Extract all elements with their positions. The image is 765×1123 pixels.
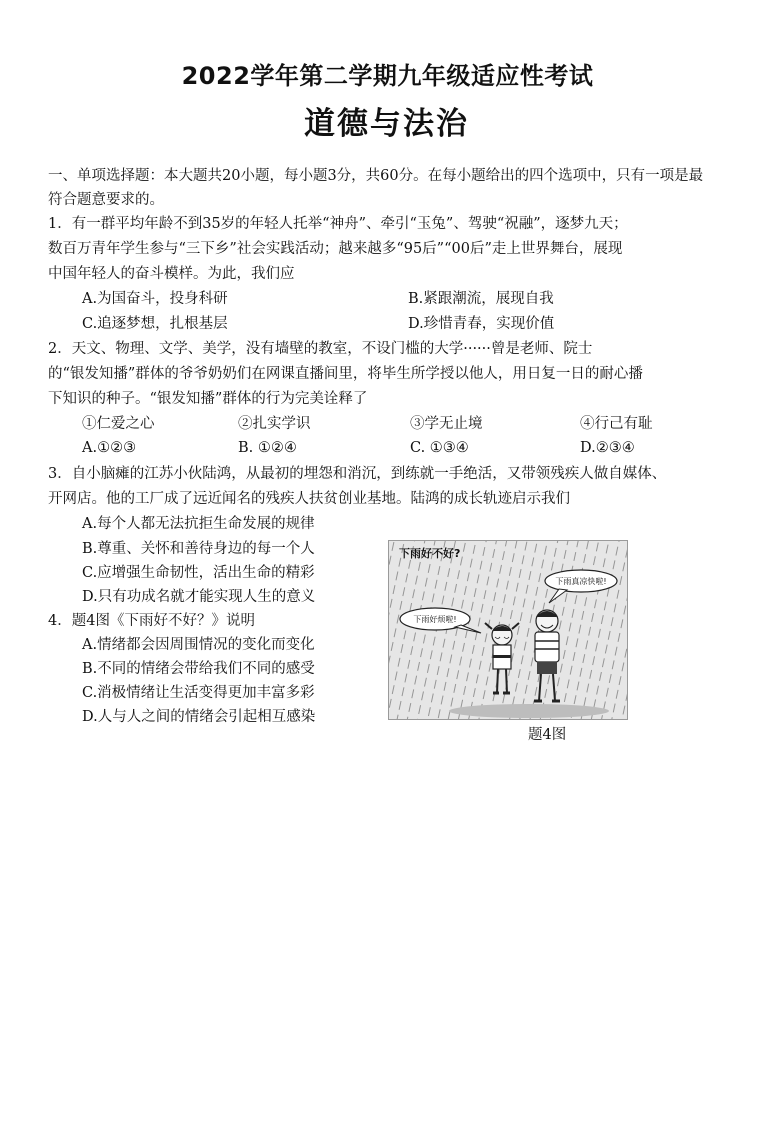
question-2-statement-1: ①仁爱之心 xyxy=(82,416,155,432)
question-1-line-1: 1．有一群平均年龄不到35岁的年轻人托举“神舟”、牵引“玉兔”、驾驶“祝融”，逐梦九天； xyxy=(48,216,628,232)
question-3-option-b: B.尊重、关怀和善待身边的每一个人 xyxy=(82,541,315,557)
subject-title: 道德与法治 xyxy=(304,106,469,142)
question-3-option-a: A.每个人都无法抗拒生命发展的规律 xyxy=(82,516,315,532)
question-2-line-1: 2．天文、物理、文学、美学，没有墙壁的教室，不设门槛的大学······曾是老师、院士 xyxy=(48,341,593,357)
question-2-line-2: 的“银发知播”群体的爷爷奶奶们在网课直播间里，将毕生所学授以他人，用日复一日的耐心播 xyxy=(48,366,643,382)
question-1-option-d: D.珍惜青春，实现价值 xyxy=(408,316,555,332)
ground-shadow xyxy=(449,704,609,718)
speech-text-girl: 下雨好烦啦! xyxy=(413,615,457,624)
cartoon-drawing xyxy=(389,541,627,719)
question-4-option-b: B.不同的情绪会带给我们不同的感受 xyxy=(82,661,315,677)
question-2-statement-3: ③学无止境 xyxy=(410,416,483,432)
question-2-option-b: B. ①②④ xyxy=(238,440,297,456)
question-3-option-c: C.应增强生命韧性，活出生命的精彩 xyxy=(82,565,315,581)
section-instructions-line-1: 一、单项选择题：本大题共20小题，每小题3分，共60分。在每小题给出的四个选项中，只有一项是最 xyxy=(48,168,704,184)
question-1-option-a: A.为国奋斗，投身科研 xyxy=(82,291,228,307)
question-4-option-a: A.情绪都会因周围情况的变化而变化 xyxy=(82,637,315,653)
question-1-option-b: B.紧跟潮流，展现自我 xyxy=(408,291,554,307)
cartoon-title: 下雨好不好? xyxy=(399,547,461,560)
question-3-line-1: 3．自小脑瘫的江苏小伙陆鸿，从最初的埋怨和消沉，到练就一手绝活，又带领残疾人做自媒体、 xyxy=(48,466,667,482)
exam-title: 2022学年第二学期九年级适应性考试 xyxy=(181,62,594,90)
question-4-option-d: D.人与人之间的情绪会引起相互感染 xyxy=(82,709,316,725)
speech-text-boy: 下雨真凉快啦! xyxy=(555,577,607,586)
question-2-line-3: 下知识的种子。“银发知播”群体的行为完美诠释了 xyxy=(48,391,368,407)
question-1-option-c: C.追逐梦想，扎根基层 xyxy=(82,316,228,332)
section-instructions-line-2: 符合题意要求的。 xyxy=(48,192,164,208)
question-1-line-2: 数百万青年学生参与“三下乡”社会实践活动；越来越多“95后”“00后”走上世界舞台，展现 xyxy=(48,241,623,257)
question-3-line-2: 开网店。他的工厂成了远近闻名的残疾人扶贫创业基地。陆鸿的成长轨迹启示我们 xyxy=(48,491,570,507)
question-1-line-3: 中国年轻人的奋斗模样。为此，我们应 xyxy=(48,266,295,282)
question-2-option-a: A.①②③ xyxy=(82,440,137,456)
cartoon-figure xyxy=(388,540,628,720)
question-4-line-1: 4．题4图《下雨好不好？》说明 xyxy=(48,613,255,629)
question-2-option-c: C. ①③④ xyxy=(410,440,469,456)
question-3-option-d: D.只有功成名就才能实现人生的意义 xyxy=(82,589,316,605)
question-2-statement-4: ④行己有耻 xyxy=(580,416,653,432)
question-2-statement-2: ②扎实学识 xyxy=(238,416,311,432)
question-2-option-d: D.②③④ xyxy=(580,440,635,456)
question-4-option-c: C.消极情绪让生活变得更加丰富多彩 xyxy=(82,685,315,701)
figure-caption: 题4图 xyxy=(528,727,567,743)
